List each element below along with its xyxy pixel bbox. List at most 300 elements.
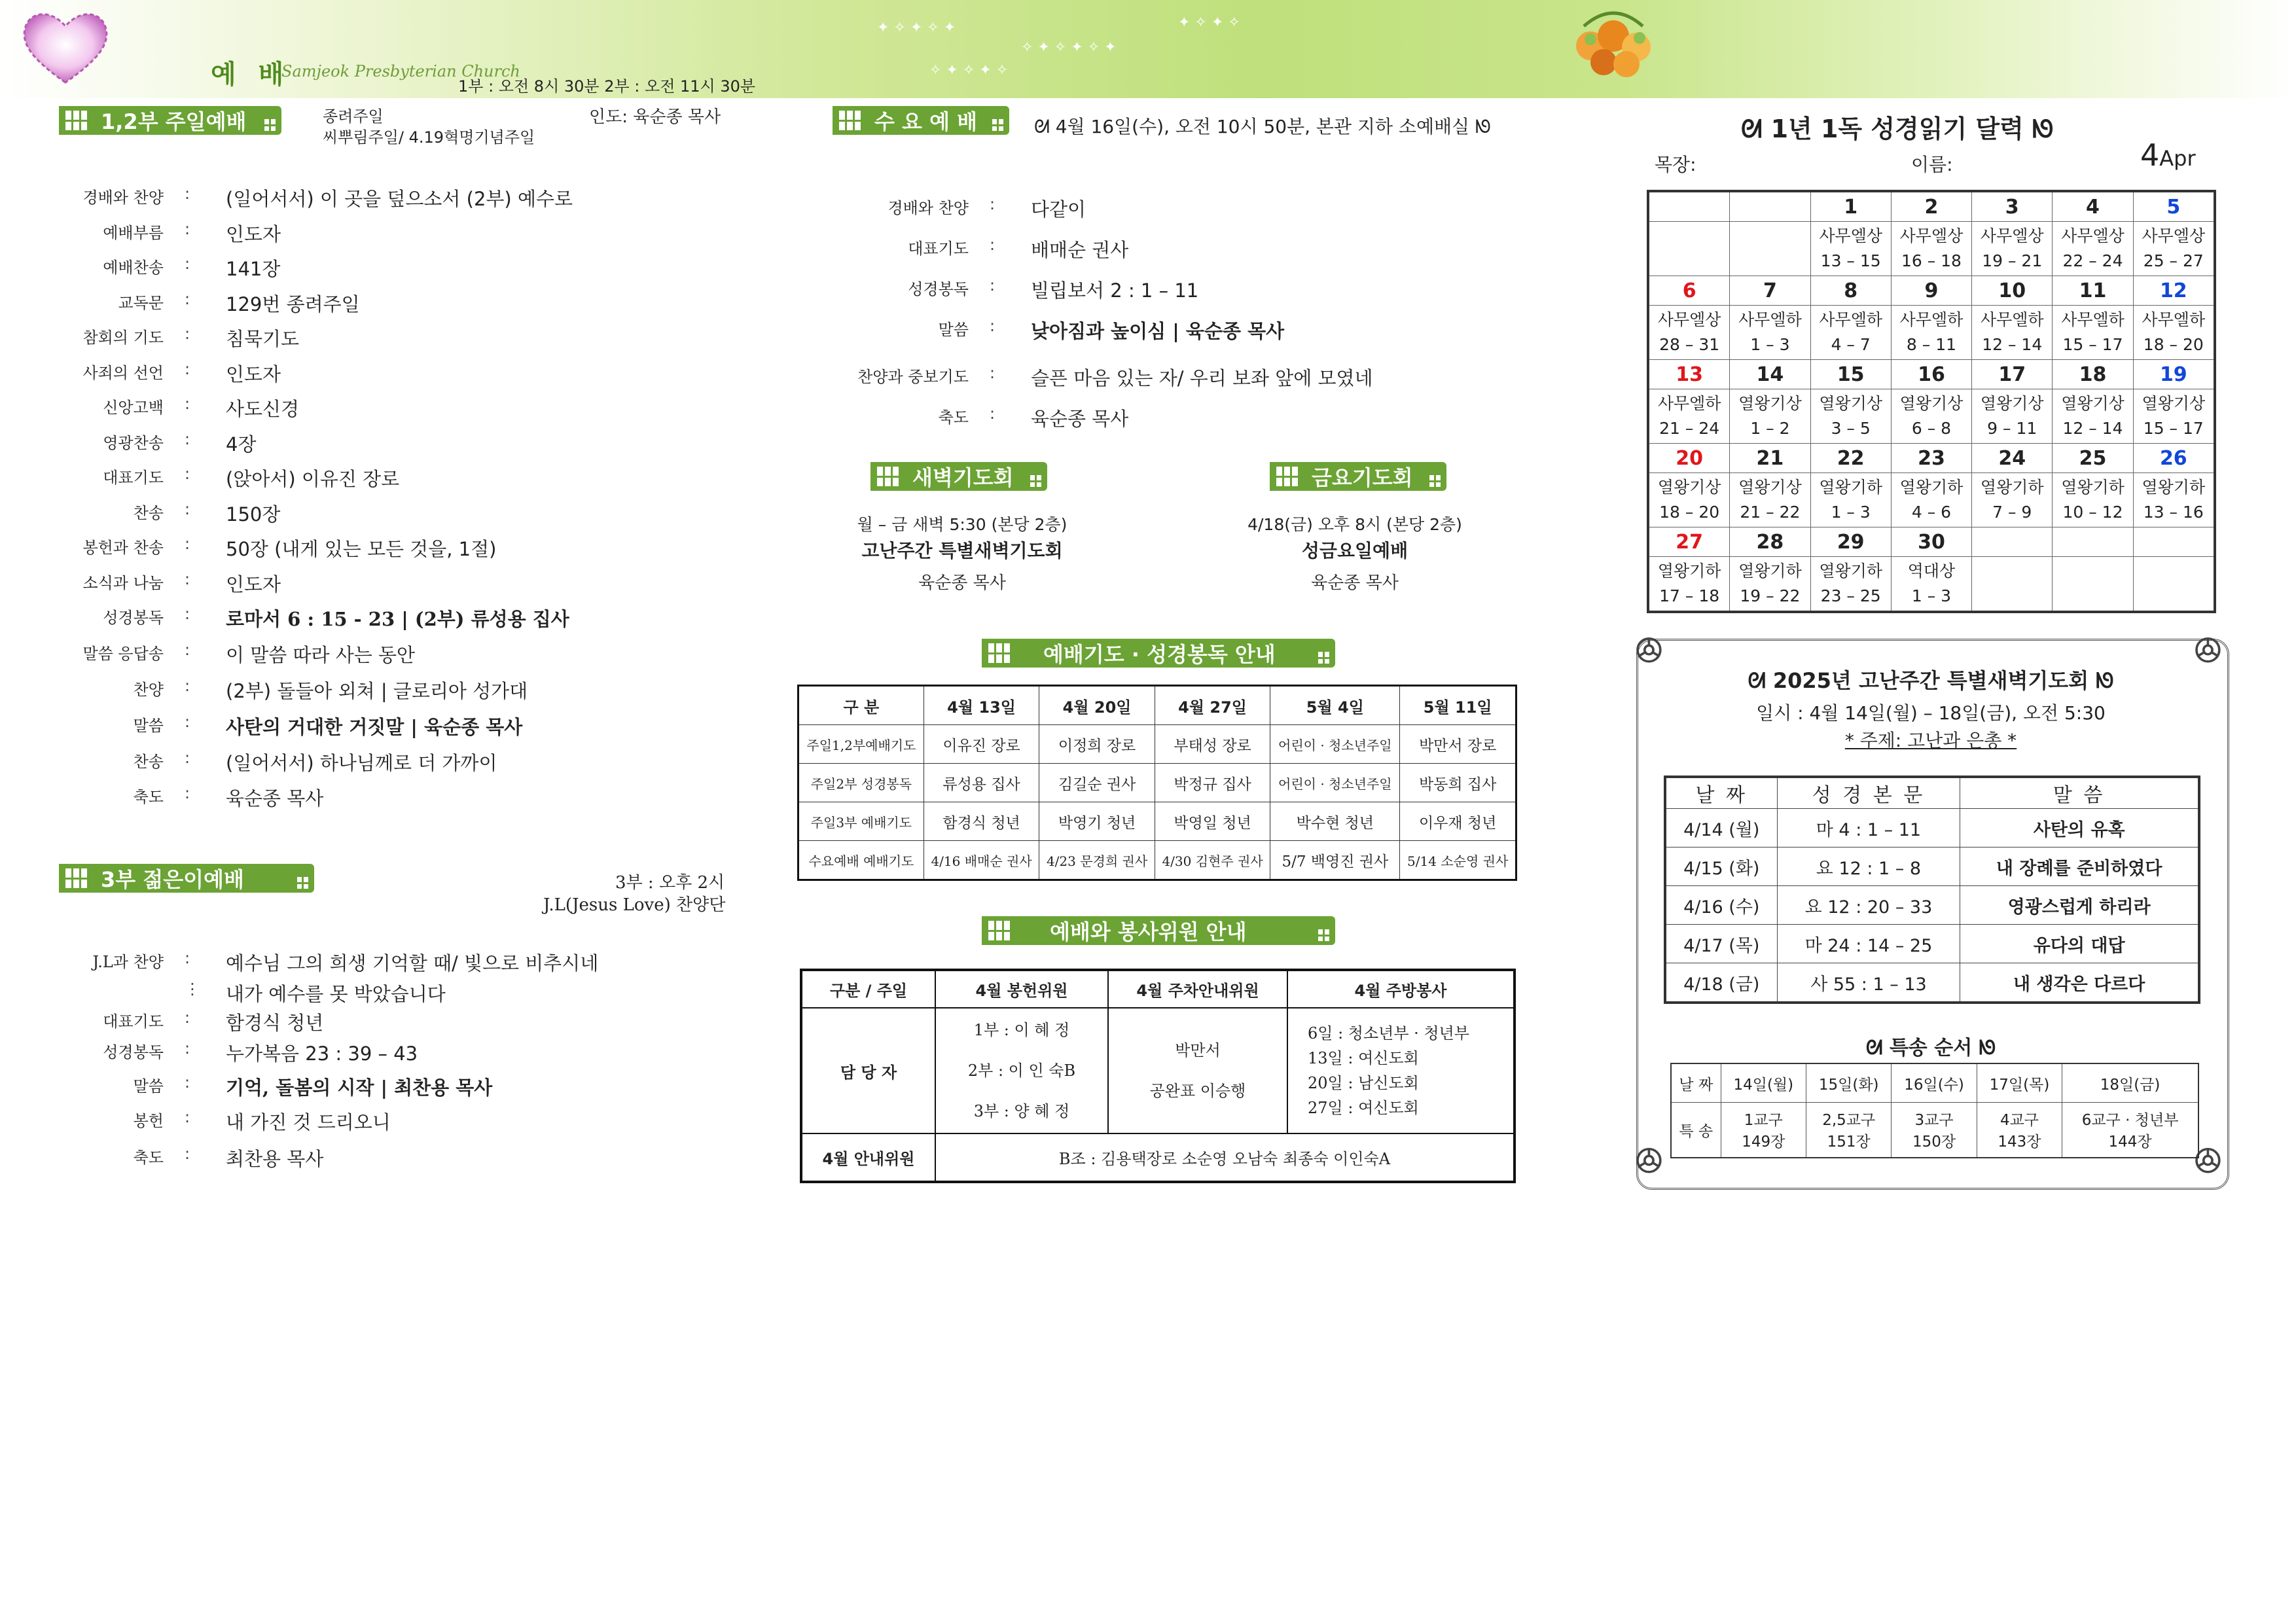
reading-book: 열왕기상 bbox=[1899, 394, 1964, 413]
reading-chapters: 7 – 9 bbox=[1992, 503, 2032, 522]
calendar-date bbox=[2133, 527, 2215, 557]
calendar-reading bbox=[2053, 389, 2133, 444]
calendar-date: 22 bbox=[1810, 444, 1891, 473]
song-cell bbox=[1977, 1103, 2062, 1158]
sparkle-icon: ✧ ✦ ✧ ✦ ✧ ✦ bbox=[1021, 39, 1117, 56]
song-cell bbox=[1892, 1103, 1977, 1158]
reading-book: 사무엘상 bbox=[2061, 226, 2125, 245]
reading-book: 열왕기하 bbox=[2061, 478, 2125, 497]
order-label: 말씀 응답송 bbox=[82, 645, 164, 663]
order-colon: : bbox=[185, 569, 190, 588]
calendar-reading bbox=[2053, 557, 2133, 613]
order-label: 축도 bbox=[133, 1149, 164, 1167]
order-colon: : bbox=[185, 677, 190, 695]
special-cell: 4/17 (목) bbox=[1665, 925, 1777, 963]
song-header-4: 17일(목) bbox=[1977, 1063, 2062, 1103]
worship3-team: J.L(Jesus Love) 찬양단 bbox=[543, 895, 726, 915]
order-value: 육순종 목사 bbox=[1031, 408, 1129, 430]
reading-chapters: 21 – 22 bbox=[1740, 503, 1801, 522]
grid-icon bbox=[988, 643, 1014, 663]
order-value: 배매순 권사 bbox=[1031, 239, 1129, 261]
calendar-reading bbox=[1972, 222, 2053, 276]
service-header-0: 구분 / 주일 bbox=[801, 970, 935, 1008]
page-title: 예 배 bbox=[211, 60, 291, 90]
prayer-cell: 박영기 청년 bbox=[1039, 802, 1155, 841]
curl-right-icon: ᘚ bbox=[2089, 668, 2114, 693]
reading-chapters: 28 – 31 bbox=[1659, 335, 1720, 354]
curl-right-icon: ᘚ bbox=[1469, 116, 1491, 137]
sparkle-icon: ✧ ✦ ✧ ✦ ✧ bbox=[929, 62, 1009, 79]
order-label: 봉헌 bbox=[133, 1112, 164, 1130]
song-cell bbox=[1806, 1103, 1892, 1158]
calendar-date: 24 bbox=[1972, 444, 2053, 473]
reading-book: 열왕기상 bbox=[2061, 394, 2125, 413]
calendar-heading: 1년 1독 성경읽기 달력 bbox=[1770, 115, 2024, 143]
bible-calendar bbox=[1647, 190, 2216, 613]
special-header-0: 날 짜 bbox=[1665, 777, 1777, 809]
curl-left-icon: ᘛ bbox=[1748, 668, 1773, 693]
kitchen-4: 27일 : 여신도회 bbox=[1308, 1099, 1419, 1117]
reading-book: 열왕기하 bbox=[2142, 478, 2206, 497]
reading-chapters: 22 – 24 bbox=[2062, 251, 2123, 270]
order-label: 찬송 bbox=[133, 503, 164, 522]
offering-cell bbox=[935, 1008, 1108, 1133]
calendar-reading bbox=[1648, 557, 1730, 613]
calendar-date: 18 bbox=[2053, 360, 2133, 389]
calendar-date bbox=[1730, 191, 1810, 222]
wednesday-info: 4월 16일(수), 오전 10시 50분, 본관 지하 소예배실 bbox=[1055, 116, 1470, 137]
reading-chapters: 19 – 22 bbox=[1740, 586, 1801, 605]
reading-book: 열왕기하 bbox=[1738, 562, 1802, 580]
order-label: 신앙고백 bbox=[103, 399, 164, 417]
ornament-icon: ꔮ bbox=[1634, 1139, 1664, 1185]
order-colon: : bbox=[990, 317, 996, 335]
special-cell: 사탄의 유혹 bbox=[1960, 809, 2199, 847]
calendar-date: 5 bbox=[2133, 191, 2215, 222]
special-cell: 4/15 (화) bbox=[1665, 847, 1777, 886]
parking-cell bbox=[1108, 1008, 1287, 1133]
calendar-date: 1 bbox=[1810, 191, 1891, 222]
reading-chapters: 18 – 20 bbox=[1659, 503, 1720, 522]
order-label: 찬송 bbox=[133, 753, 164, 771]
reading-book: 사무엘상 bbox=[1899, 226, 1964, 245]
reading-book: 열왕기상 bbox=[2142, 394, 2206, 413]
order-value: 내 가진 것 드리오니 bbox=[226, 1111, 391, 1133]
grid-icon bbox=[1276, 467, 1302, 486]
order-label: 성경봉독 bbox=[908, 280, 969, 298]
calendar-reading bbox=[1648, 306, 1730, 360]
friday-line1: 4/18(금) 오후 8시 (본당 2층) bbox=[1247, 515, 1462, 534]
order-colon: : bbox=[185, 749, 190, 767]
reading-book: 사무엘하 bbox=[1899, 310, 1964, 329]
special-song-table bbox=[1670, 1063, 2199, 1158]
order-colon: : bbox=[185, 219, 190, 238]
reading-chapters: 1 – 3 bbox=[1750, 335, 1790, 354]
order-value: 함경식 청년 bbox=[226, 1012, 324, 1034]
order-value: 이 말씀 따라 사는 동안 bbox=[226, 644, 415, 666]
order-label: 참회의 기도 bbox=[82, 329, 164, 347]
corner-icon bbox=[1318, 929, 1330, 941]
order-value: 4장 bbox=[226, 433, 257, 455]
song-group: 2,5교구 bbox=[1822, 1112, 1876, 1130]
calendar-reading bbox=[1730, 557, 1810, 613]
worship3-heading bbox=[59, 864, 314, 893]
calendar-reading bbox=[1648, 389, 1730, 444]
calendar-reading bbox=[1972, 557, 2053, 613]
reading-chapters: 21 – 24 bbox=[1659, 419, 1720, 438]
reading-chapters: 18 – 20 bbox=[2143, 335, 2204, 354]
order-value: 인도자 bbox=[226, 223, 281, 245]
order-label: 경배와 찬양 bbox=[82, 188, 164, 207]
reading-book: 사무엘하 bbox=[1819, 310, 1882, 329]
order-label: 대표기도 bbox=[103, 1012, 164, 1031]
prayer-cell: 박영일 청년 bbox=[1155, 802, 1270, 841]
reading-chapters: 1 – 2 bbox=[1750, 419, 1790, 438]
order-value: 로마서 6 : 15 - 23 | (2부) 류성용 집사 bbox=[226, 608, 569, 630]
order-colon: : bbox=[185, 1039, 190, 1058]
name-label: 이름: bbox=[1911, 154, 1953, 175]
ornament-icon: ꔮ bbox=[2193, 628, 2223, 674]
order-colon: : bbox=[185, 535, 190, 553]
curl-right-icon: ᘚ bbox=[2023, 115, 2054, 143]
wednesday-heading-text: 수 요 예 배 bbox=[874, 109, 978, 134]
order-colon: : bbox=[185, 1008, 190, 1027]
order-colon: : bbox=[185, 255, 190, 273]
song-hymn: 149장 bbox=[1742, 1133, 1785, 1151]
calendar-date bbox=[1648, 191, 1730, 222]
order-value: 누가복음 23 : 39 – 43 bbox=[226, 1043, 418, 1065]
prayer-row bbox=[798, 725, 1516, 764]
order-label: 영광찬송 bbox=[103, 433, 164, 452]
reading-chapters: 13 – 15 bbox=[1820, 251, 1881, 270]
reading-chapters: 12 – 14 bbox=[2062, 419, 2123, 438]
reading-chapters: 12 – 14 bbox=[1982, 335, 2043, 354]
order-colon: : bbox=[990, 364, 996, 382]
calendar-date: 21 bbox=[1730, 444, 1810, 473]
order-label: 축도 bbox=[133, 787, 164, 806]
calendar-date-row bbox=[1648, 360, 2215, 389]
month-name: Apr bbox=[2159, 146, 2196, 171]
reading-book: 사무엘하 bbox=[2061, 310, 2125, 329]
song-header-5: 18일(금) bbox=[2062, 1063, 2198, 1103]
special-cell: 요 12 : 20 – 33 bbox=[1777, 886, 1960, 925]
prayer-cell: 류성용 집사 bbox=[924, 764, 1039, 802]
reading-chapters: 19 – 21 bbox=[1982, 251, 2043, 270]
order-value: (일어서서) 하나님께로 더 가까이 bbox=[226, 752, 497, 774]
worship12-note2: 씨뿌림주일/ 4.19혁명기념주일 bbox=[323, 128, 535, 147]
reading-book: 사무엘하 bbox=[1980, 310, 2044, 329]
reading-chapters: 6 – 8 bbox=[1911, 419, 1952, 438]
order-value: 인도자 bbox=[226, 573, 281, 596]
order-label: 예배찬송 bbox=[103, 259, 164, 277]
order-label: 성경봉독 bbox=[103, 1043, 164, 1061]
calendar-reading bbox=[1810, 306, 1891, 360]
calendar-date: 12 bbox=[2133, 276, 2215, 306]
reading-chapters: 4 – 6 bbox=[1911, 503, 1952, 522]
calendar-reading bbox=[1810, 557, 1891, 613]
corner-icon bbox=[297, 877, 309, 889]
calendar-reading bbox=[1730, 389, 1810, 444]
song-cell bbox=[1721, 1103, 1806, 1158]
order-label: 말씀 bbox=[938, 321, 969, 339]
curl-left-icon: ᘛ bbox=[1034, 116, 1056, 137]
calendar-date: 11 bbox=[2053, 276, 2133, 306]
grid-icon bbox=[65, 111, 92, 130]
prayer-row-label: 주일2부 성경봉독 bbox=[798, 764, 924, 802]
prayer-cell: 이우재 청년 bbox=[1400, 802, 1516, 841]
reading-book: 사무엘하 bbox=[1657, 394, 1721, 413]
order-colon: : bbox=[185, 185, 190, 203]
order-label: J.L과 찬양 bbox=[92, 953, 164, 971]
calendar-date: 17 bbox=[1972, 360, 2053, 389]
order-colon: : bbox=[185, 1145, 190, 1163]
special-cell: 마 4 : 1 – 11 bbox=[1777, 809, 1960, 847]
prayer-cell: 함경식 청년 bbox=[924, 802, 1039, 841]
order-value: 141장 bbox=[226, 258, 281, 280]
calendar-reading bbox=[2053, 473, 2133, 527]
order-value: 빌립보서 2 : 1 – 11 bbox=[1031, 279, 1199, 302]
special-cell: 유다의 대답 bbox=[1960, 925, 2199, 963]
dawn-heading bbox=[870, 462, 1047, 491]
dawn-line3: 육순종 목사 bbox=[918, 573, 1006, 593]
corner-icon bbox=[1429, 475, 1441, 487]
calendar-date: 25 bbox=[2053, 444, 2133, 473]
prayer-cell: 4/30 김현주 권사 bbox=[1155, 841, 1270, 880]
special-cell: 요 12 : 1 – 8 bbox=[1777, 847, 1960, 886]
calendar-date: 30 bbox=[1891, 527, 1971, 557]
wednesday-info-line bbox=[1034, 113, 1491, 139]
reading-chapters: 13 – 16 bbox=[2143, 503, 2204, 522]
service-table bbox=[800, 969, 1516, 1183]
special-dawn-schedule: 일시 : 4월 14일(월) – 18일(금), 오전 5:30 bbox=[1756, 702, 2106, 724]
friday-heading bbox=[1270, 462, 1446, 491]
order-label: 대표기도 bbox=[908, 240, 969, 258]
order-value: (일어서서) 이 곳을 덮으소서 (2부) 예수로 bbox=[226, 188, 573, 210]
calendar-reading bbox=[1972, 473, 2053, 527]
service-table-heading bbox=[982, 916, 1335, 945]
calendar-reading bbox=[2133, 473, 2215, 527]
calendar-reading-row bbox=[1648, 389, 2215, 444]
calendar-date: 29 bbox=[1810, 527, 1891, 557]
kitchen-3: 20일 : 남신도회 bbox=[1308, 1074, 1419, 1092]
calendar-reading bbox=[1648, 473, 1730, 527]
prayer-row bbox=[798, 764, 1516, 802]
calendar-date bbox=[1972, 527, 2053, 557]
service-header-1: 4월 봉헌위원 bbox=[935, 970, 1108, 1008]
special-cell: 4/14 (월) bbox=[1665, 809, 1777, 847]
song-header-2: 15일(화) bbox=[1806, 1063, 1892, 1103]
order-colon: : bbox=[185, 1073, 190, 1092]
worship3-time: 3부 : 오후 2시 bbox=[615, 873, 725, 893]
calendar-date: 13 bbox=[1648, 360, 1730, 389]
order-value: (2부) 돌들아 외쳐 | 글로리아 성가대 bbox=[226, 680, 528, 702]
corner-icon bbox=[1030, 475, 1042, 487]
corner-icon bbox=[264, 119, 276, 131]
month-number: 4 bbox=[2140, 137, 2160, 173]
calendar-reading bbox=[1891, 557, 1971, 613]
calendar-reading bbox=[2053, 222, 2133, 276]
service-table-heading-text: 예배와 봉사위원 안내 bbox=[1050, 919, 1247, 944]
special-dawn-table bbox=[1664, 776, 2200, 1004]
order-label: 성경봉독 bbox=[103, 609, 164, 627]
calendar-date-row bbox=[1648, 276, 2215, 306]
prayer-cell: 김길순 권사 bbox=[1039, 764, 1155, 802]
reading-chapters: 4 – 7 bbox=[1831, 335, 1871, 354]
service-header-3: 4월 주방봉사 bbox=[1287, 970, 1515, 1008]
order-colon: : bbox=[990, 236, 996, 254]
sparkle-icon: ✦ ✧ ✦ ✧ bbox=[1178, 14, 1240, 31]
kitchen-1: 6일 : 청소년부 · 청년부 bbox=[1308, 1024, 1469, 1043]
order-colon: ⋮ bbox=[185, 980, 200, 998]
prayer-cell: 박동희 집사 bbox=[1400, 764, 1516, 802]
prayer-cell: 박수현 청년 bbox=[1270, 802, 1400, 841]
order-label: 사죄의 선언 bbox=[82, 363, 164, 382]
song-heading: 특송 순서 bbox=[1889, 1037, 1973, 1060]
reading-book: 열왕기상 bbox=[1738, 478, 1802, 497]
calendar-date: 16 bbox=[1891, 360, 1971, 389]
service-row-label: 담 당 자 bbox=[801, 1008, 935, 1133]
offering-3: 3부 : 양 혜 정 bbox=[973, 1102, 1070, 1120]
calendar-date bbox=[2053, 527, 2133, 557]
special-row bbox=[1665, 886, 2199, 925]
parking-1: 박만서 bbox=[1175, 1041, 1221, 1060]
corner-icon bbox=[1318, 652, 1330, 664]
friday-line2: 성금요일예배 bbox=[1301, 540, 1408, 562]
prayer-header-2: 4월 20일 bbox=[1039, 686, 1155, 725]
worship3-heading-text: 3부 젊은이예배 bbox=[101, 867, 244, 892]
calendar-date: 2 bbox=[1891, 191, 1971, 222]
special-header-1: 성 경 본 문 bbox=[1777, 777, 1960, 809]
dawn-line1: 월 – 금 새벽 5:30 (본당 2층) bbox=[857, 515, 1067, 534]
song-group: 1교구 bbox=[1744, 1112, 1783, 1130]
order-value: 최찬용 목사 bbox=[226, 1148, 324, 1170]
prayer-table-body bbox=[798, 725, 1516, 880]
special-row bbox=[1665, 809, 2199, 847]
calendar-month bbox=[2140, 137, 2196, 173]
order-value: 기억, 돌봄의 시작 | 최찬용 목사 bbox=[226, 1077, 493, 1099]
calendar-reading bbox=[2133, 222, 2215, 276]
kitchen-2: 13일 : 여신도회 bbox=[1308, 1049, 1419, 1067]
order-label: 찬양과 중보기도 bbox=[857, 368, 969, 386]
order-label: 찬양 bbox=[133, 681, 164, 699]
order-label: 예배부름 bbox=[103, 223, 164, 242]
pastor-label: 목장: bbox=[1655, 154, 1696, 175]
dawn-heading-text: 새벽기도회 bbox=[912, 465, 1014, 490]
reading-book: 열왕기상 bbox=[1657, 478, 1721, 497]
calendar-reading bbox=[2133, 557, 2215, 613]
special-dawn-heading-line bbox=[1636, 664, 2225, 694]
order-value: 내가 예수를 못 박았습니다 bbox=[226, 983, 446, 1005]
kitchen-cell bbox=[1287, 1008, 1515, 1133]
prayer-table-heading-text: 예배기도 · 성경봉독 안내 bbox=[1043, 642, 1276, 667]
reading-chapters: 8 – 11 bbox=[1906, 335, 1957, 354]
reading-book: 사무엘상 bbox=[2142, 226, 2206, 245]
offering-1: 1부 : 이 혜 정 bbox=[973, 1021, 1070, 1039]
order-value: 사도신경 bbox=[226, 398, 300, 420]
calendar-date: 27 bbox=[1648, 527, 1730, 557]
song-header-1: 14일(월) bbox=[1721, 1063, 1806, 1103]
order-colon: : bbox=[185, 641, 190, 659]
song-cell bbox=[2062, 1103, 2198, 1158]
order-value: 낮아짐과 높이심 | 육순종 목사 bbox=[1031, 320, 1285, 342]
grid-icon bbox=[839, 111, 865, 130]
song-hymn: 150장 bbox=[1912, 1133, 1956, 1151]
order-colon: : bbox=[185, 1108, 190, 1126]
curl-left-icon: ᘛ bbox=[1741, 115, 1771, 143]
guide-value: B조 : 김용택장로 소순영 오남숙 최종숙 이인숙A bbox=[935, 1133, 1515, 1182]
calendar-date: 19 bbox=[2133, 360, 2215, 389]
friday-heading-text: 금요기도회 bbox=[1312, 465, 1413, 490]
calendar-reading bbox=[2053, 306, 2133, 360]
prayer-header-1: 4월 13일 bbox=[924, 686, 1039, 725]
calendar-date-row bbox=[1648, 191, 2215, 222]
prayer-cell: 4/23 문경희 권사 bbox=[1039, 841, 1155, 880]
prayer-cell: 이유진 장로 bbox=[924, 725, 1039, 764]
order-colon: : bbox=[185, 325, 190, 343]
worship12-heading bbox=[59, 106, 281, 135]
order-colon: : bbox=[185, 949, 190, 967]
calendar-reading bbox=[1730, 306, 1810, 360]
calendar-date-row bbox=[1648, 527, 2215, 557]
song-heading-line bbox=[1636, 1031, 2225, 1060]
order-value: 예수님 그의 희생 기억할 때/ 빛으로 비추시네 bbox=[226, 952, 599, 974]
song-group: 6교구 · 청년부 bbox=[2081, 1112, 2179, 1130]
order-colon: : bbox=[990, 195, 996, 213]
calendar-date: 7 bbox=[1730, 276, 1810, 306]
header-banner bbox=[0, 0, 2296, 98]
calendar-reading bbox=[1730, 473, 1810, 527]
calendar-date: 14 bbox=[1730, 360, 1810, 389]
order-value: 육순종 목사 bbox=[226, 787, 324, 810]
reading-chapters: 23 – 25 bbox=[1820, 586, 1881, 605]
worship-times: 1부 : 오전 8시 30분 2부 : 오전 11시 30분 bbox=[458, 77, 756, 96]
reading-book: 열왕기하 bbox=[1819, 562, 1882, 580]
prayer-cell: 어린이 · 청소년주일 bbox=[1270, 764, 1400, 802]
prayer-cell: 5/14 소순영 권사 bbox=[1400, 841, 1516, 880]
song-label: 특 송 bbox=[1671, 1103, 1721, 1158]
prayer-cell: 부태성 장로 bbox=[1155, 725, 1270, 764]
order-value: 슬픈 마음 있는 자/ 우리 보좌 앞에 모였네 bbox=[1031, 367, 1373, 389]
calendar-date: 15 bbox=[1810, 360, 1891, 389]
order-colon: : bbox=[185, 429, 190, 448]
calendar-reading bbox=[1972, 306, 2053, 360]
song-group: 3교구 bbox=[1914, 1112, 1954, 1130]
order-label: 말씀 bbox=[133, 1077, 164, 1096]
reading-book: 열왕기상 bbox=[1980, 394, 2044, 413]
reading-chapters: 9 – 11 bbox=[1987, 419, 2037, 438]
calendar-date: 23 bbox=[1891, 444, 1971, 473]
calendar-heading-line bbox=[1741, 109, 2053, 145]
grid-icon bbox=[988, 921, 1014, 940]
prayer-row-label: 주일3부 예배기도 bbox=[798, 802, 924, 841]
calendar-reading bbox=[2133, 389, 2215, 444]
calendar-date: 8 bbox=[1810, 276, 1891, 306]
curl-left-icon: ᘛ bbox=[1865, 1037, 1890, 1060]
grid-icon bbox=[877, 467, 903, 486]
parking-2: 공완표 이승행 bbox=[1149, 1082, 1246, 1100]
friday-line3: 육순종 목사 bbox=[1311, 573, 1399, 593]
special-cell: 마 24 : 14 – 25 bbox=[1777, 925, 1960, 963]
reading-book: 열왕기하 bbox=[1980, 478, 2044, 497]
special-dawn-theme: * 주제: 고난과 은총 * bbox=[1844, 730, 2017, 751]
worship12-heading-text: 1,2부 주일예배 bbox=[101, 109, 247, 134]
ornament-icon: ꔮ bbox=[1634, 628, 1664, 674]
reading-chapters: 15 – 17 bbox=[2143, 419, 2204, 438]
prayer-table-header bbox=[798, 686, 1516, 725]
guide-label: 4월 안내위원 bbox=[801, 1133, 935, 1182]
order-value: 사탄의 거대한 거짓말 | 육순종 목사 bbox=[226, 716, 523, 738]
reading-book: 열왕기하 bbox=[1819, 478, 1882, 497]
